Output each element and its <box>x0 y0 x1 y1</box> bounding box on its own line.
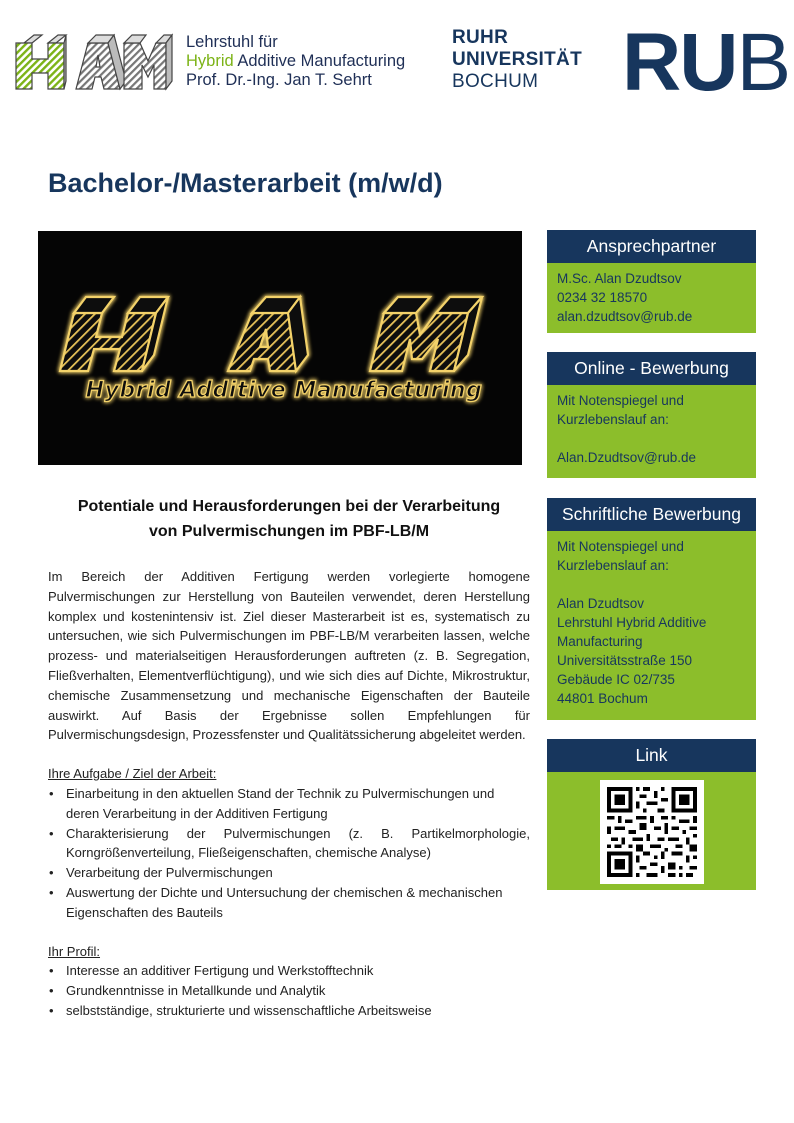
list-item: • selbstständige, strukturierte und wissenschaftliche Arbeitsweise <box>48 1001 530 1021</box>
spacer <box>557 575 747 594</box>
qr-code-icon[interactable] <box>600 780 704 884</box>
written-application-box <box>547 498 756 720</box>
contact-name: M.Sc. Alan Dzudtsov <box>557 271 682 286</box>
link-heading: Link <box>547 739 756 772</box>
contact-body <box>547 263 756 332</box>
thesis-subtitle <box>48 494 530 544</box>
contact-phone[interactable]: 0234 32 18570 <box>557 290 648 305</box>
rub-logo-b: B <box>736 17 790 108</box>
written-heading: Schriftliche Bewerbung <box>547 498 756 531</box>
university-line-1: RUHR <box>452 27 509 48</box>
page-title: Bachelor-/Masterarbeit (m/w/d) <box>48 168 443 198</box>
list-item: • Charakterisierung der Pulvermischungen (z. B. Partikelmorphologie, Korngrößenverteilung, Fließeigenschaften, chemische Analyse) <box>48 824 530 864</box>
address-line: Gebäude IC 02/735 <box>557 672 675 687</box>
ham-banner-graphic <box>38 231 522 465</box>
online-heading: Online - Bewerbung <box>547 352 756 385</box>
subtitle-line-1: Potentiale und Herausforderungen bei der Verarbeitung <box>77 498 501 515</box>
university-line-2: UNIVERSITÄT <box>452 49 582 70</box>
address-line: Universitätsstraße 150 <box>557 653 693 668</box>
link-box <box>547 739 756 890</box>
profile-list <box>48 961 530 1020</box>
list-item: • Interesse an additiver Fertigung und Werkstofftechnik <box>48 961 530 981</box>
written-line-1: Mit Notenspiegel und <box>557 539 684 554</box>
banner-tagline: Hybrid Additive Manufacturing <box>85 378 483 403</box>
contact-heading: Ansprechpartner <box>547 230 756 263</box>
university-name <box>452 27 582 93</box>
online-body <box>547 385 756 473</box>
tasks-heading: Ihre Aufgabe / Ziel der Arbeit: <box>48 766 217 782</box>
ham-banner <box>38 231 522 465</box>
intro-paragraph: Im Bereich der Additiven Fertigung werden vorlegierte homogene Pulvermischungen zur Herstellung von Bauteilen verwendet, deren Herstellung komplex und kostenintensiv ist. Ziel dieser Masterarbeit ist es, systematisch zu untersuchen, wie sich Pulvermischungen im PBF-LB/M verarbeiten lassen, welche prozess- und materialseitigen Herausforderungen auftreten (z. B. Segregation, Fließverhalten, Elementverflüchtigung), und wie sich dies auf Dichte, Mikrostruktur, chemische Zusammensetzung und mechanische Eigenschaften der Bauteile auswirkt. Auf Basis der Ergebnisse sollen Empfehlungen für Pulvermischungsdesign, Prozessfenster und Qualitätssicherung abgeleitet werden. <box>48 569 530 743</box>
list-item: • Verarbeitung der Pulvermischungen <box>48 863 530 883</box>
address-line: 44801 Bochum <box>557 691 648 706</box>
address-line: Lehrstuhl Hybrid Additive <box>557 615 707 630</box>
list-item: • Einarbeitung in den aktuellen Stand der Technik zu Pulvermischungen und deren Verarbeitung in der Additiven Fertigung <box>48 784 530 824</box>
chair-line-2 <box>186 52 405 71</box>
university-line-3: BOCHUM <box>452 71 539 92</box>
written-body <box>547 531 756 714</box>
chair-name <box>186 33 405 90</box>
chair-line-1: Lehrstuhl für <box>186 33 278 51</box>
written-line-2: Kurzlebenslauf an: <box>557 558 669 573</box>
online-line-1: Mit Notenspiegel und <box>557 393 684 408</box>
description <box>48 567 530 1021</box>
list-item: • Auswertung der Dichte und Untersuchung der chemischen & mechanischen Eigenschaften des Bauteils <box>48 883 530 923</box>
chair-hybrid-word: Hybrid <box>186 52 234 70</box>
chair-professor: Prof. Dr.-Ing. Jan T. Sehrt <box>186 71 372 89</box>
contact-box <box>547 230 756 333</box>
profile-heading: Ihr Profil: <box>48 943 101 959</box>
ham-logo <box>14 33 174 91</box>
address-line: Manufacturing <box>557 634 643 649</box>
chair-line-2-rest: Additive Manufacturing <box>233 52 406 70</box>
contact-email[interactable]: alan.dzudtsov@rub.de <box>557 309 693 324</box>
list-item: • Grundkenntnisse in Metallkunde und Analytik <box>48 981 530 1001</box>
online-email[interactable]: Alan.Dzudtsov@rub.de <box>557 450 697 465</box>
subtitle-line-2: von Pulvermischungen im PBF-LB/M <box>148 523 430 540</box>
rub-logo <box>622 18 789 108</box>
online-application-box <box>547 352 756 478</box>
rub-logo-ru: RU <box>622 17 737 108</box>
online-line-2: Kurzlebenslauf an: <box>557 412 669 427</box>
spacer <box>557 429 747 448</box>
address-line: Alan Dzudtsov <box>557 596 645 611</box>
tasks-list <box>48 784 530 923</box>
